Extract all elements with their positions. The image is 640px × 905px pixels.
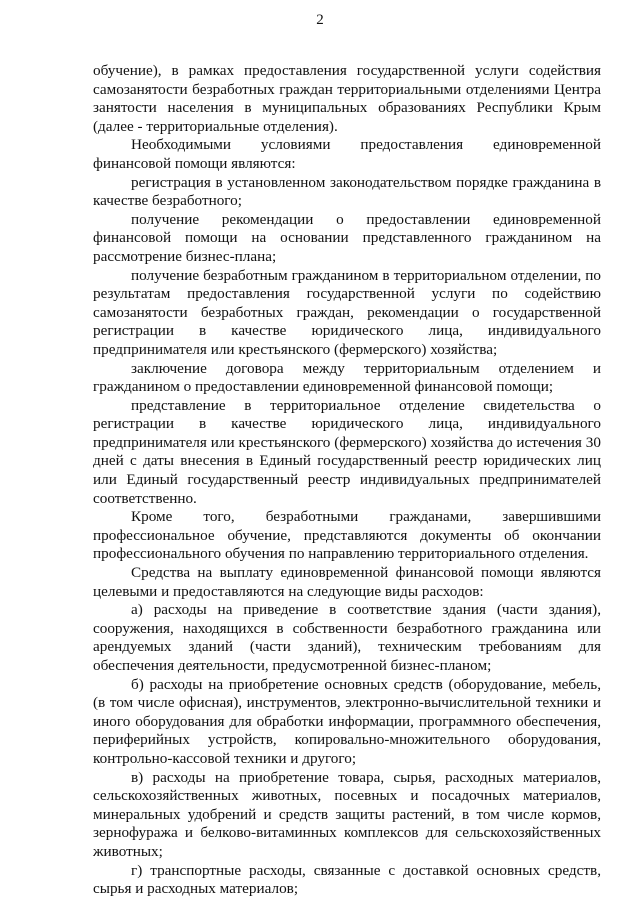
list-item: б) расходы на приобретение основных средств (оборудование, мебель, (в том числе офисная), инструментов, электронно-вычислительной техники и иного оборудования для обработки информации, программного обеспечения, периферийных устройств, копировально-множительного оборудования, контрольно-кассовой техники и другого; bbox=[93, 675, 601, 767]
list-item: а) расходы на приведение в соответствие здания (части здания), сооружения, находящихся в собственности безработного гражданина или арендуемых зданий (части зданий), техническим требованиям для обеспечения деятельности, предусмотренной бизнес-планом; bbox=[93, 601, 601, 674]
paragraph: регистрация в установленном законодательством порядке гражданина в качестве безработного; bbox=[93, 173, 601, 210]
paragraph: заключение договора между территориальным отделением и гражданином о предоставлении единовременной финансовой помощи; bbox=[93, 359, 601, 396]
paragraph: получение безработным гражданином в территориальном отделении, по результатам предоставления государственной услуги по содействию самозанятости безработных граждан, рекомендации о государственной регистрации в качестве юридического лица, индивидуального предпринимателя или крестьянского (фермерского) хозяйства; bbox=[93, 266, 601, 358]
paragraph: Кроме того, безработными гражданами, завершившими профессиональное обучение, представляются документы об окончании профессионального обучения по направлению территориального отделения. bbox=[93, 508, 601, 563]
list-item: г) транспортные расходы, связанные с доставкой основных средств, сырья и расходных материалов; bbox=[93, 861, 601, 898]
page-number: 2 bbox=[316, 12, 324, 28]
list-item: в) расходы на приобретение товара, сырья, расходных материалов, сельскохозяйственных животных, посевных и посадочных материалов, минеральных удобрений и средств защиты растений, в том числе кормов, зернофуража и белково-витаминных комплексов для сельскохозяйственных животных; bbox=[93, 768, 601, 860]
paragraph: Средства на выплату единовременной финансовой помощи являются целевыми и предоставляются на следующие виды расходов: bbox=[93, 564, 601, 600]
paragraph: получение рекомендации о предоставлении единовременной финансовой помощи на основании представленного гражданином на рассмотрение бизнес-плана; bbox=[93, 210, 601, 265]
paragraph: представление в территориальное отделение свидетельства о регистрации в качестве юридического лица, индивидуального предпринимателя или крестьянского (фермерского) хозяйства до истечения 30 дней с даты внесения в Единый государственный реестр юридических лиц или Единый государственный реестр индивидуальных предпринимателей соответственно. bbox=[93, 396, 601, 507]
document-body bbox=[93, 62, 601, 899]
paragraph: обучение), в рамках предоставления государственной услуги содействия самозанятости безработных граждан территориальными отделениями Центра занятости населения в муниципальных образованиях Республики Крым (далее - территориальные отделения). bbox=[93, 62, 601, 135]
paragraph: Необходимыми условиями предоставления единовременной финансовой помощи являются: bbox=[93, 136, 601, 172]
